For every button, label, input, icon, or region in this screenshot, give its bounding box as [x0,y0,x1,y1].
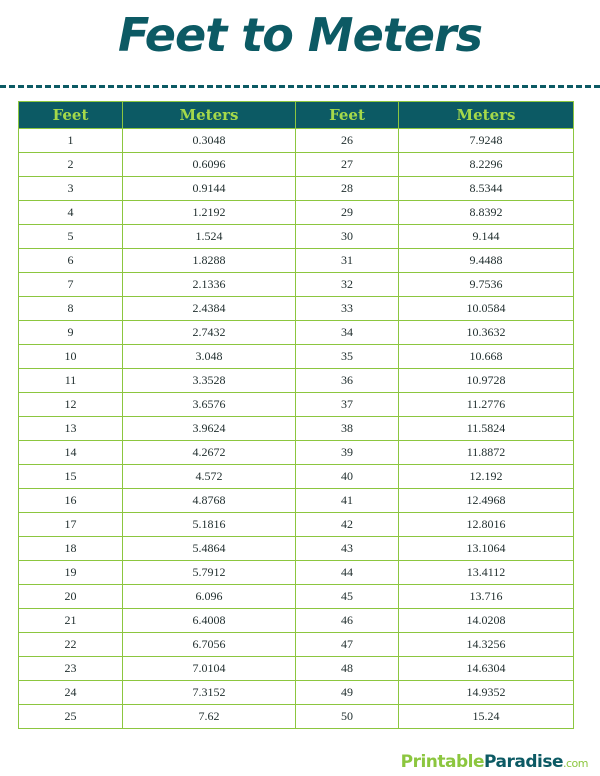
cell-meters-left: 0.3048 [123,129,296,153]
table-row [19,369,574,393]
cell-feet-right: 47 [296,633,399,657]
cell-feet-right: 38 [296,417,399,441]
cell-feet-left: 21 [19,609,123,633]
table-row [19,465,574,489]
cell-feet-left: 14 [19,441,123,465]
cell-meters-right: 11.8872 [399,441,574,465]
cell-meters-right: 9.144 [399,225,574,249]
cell-meters-left: 1.8288 [123,249,296,273]
table-row [19,225,574,249]
cell-meters-right: 11.2776 [399,393,574,417]
cell-feet-right: 29 [296,201,399,225]
cell-feet-left: 7 [19,273,123,297]
cell-feet-right: 39 [296,441,399,465]
header-meters-right: Meters [399,102,574,129]
cell-meters-left: 7.62 [123,705,296,729]
cell-meters-left: 4.2672 [123,441,296,465]
cell-meters-right: 14.9352 [399,681,574,705]
cell-meters-left: 6.4008 [123,609,296,633]
cell-meters-right: 7.9248 [399,129,574,153]
cell-feet-left: 15 [19,465,123,489]
table-row [19,489,574,513]
cell-feet-left: 8 [19,297,123,321]
table-row [19,129,574,153]
table-row [19,609,574,633]
cell-meters-left: 3.6576 [123,393,296,417]
brand-logo [401,752,588,772]
table-row [19,297,574,321]
cell-meters-right: 11.5824 [399,417,574,441]
cell-feet-left: 1 [19,129,123,153]
cell-meters-right: 10.668 [399,345,574,369]
cell-feet-left: 4 [19,201,123,225]
cell-meters-left: 7.3152 [123,681,296,705]
table-row [19,345,574,369]
table-row [19,273,574,297]
table-row [19,441,574,465]
cell-feet-left: 16 [19,489,123,513]
cell-feet-left: 20 [19,585,123,609]
cell-feet-left: 18 [19,537,123,561]
table-row [19,705,574,729]
cell-meters-right: 14.6304 [399,657,574,681]
cell-feet-right: 34 [296,321,399,345]
cell-meters-left: 2.7432 [123,321,296,345]
cell-meters-right: 12.4968 [399,489,574,513]
cell-meters-left: 1.2192 [123,201,296,225]
table-row [19,633,574,657]
table-row [19,537,574,561]
cell-feet-left: 3 [19,177,123,201]
cell-feet-right: 28 [296,177,399,201]
cell-meters-right: 15.24 [399,705,574,729]
cell-feet-left: 13 [19,417,123,441]
cell-feet-right: 46 [296,609,399,633]
cell-feet-right: 44 [296,561,399,585]
cell-feet-left: 17 [19,513,123,537]
cell-feet-left: 11 [19,369,123,393]
dashed-divider [0,85,600,88]
cell-meters-right: 8.5344 [399,177,574,201]
header-feet-left: Feet [19,102,123,129]
cell-feet-right: 50 [296,705,399,729]
cell-feet-right: 33 [296,297,399,321]
cell-meters-right: 13.716 [399,585,574,609]
cell-feet-right: 42 [296,513,399,537]
cell-feet-left: 25 [19,705,123,729]
table-row [19,153,574,177]
cell-feet-right: 36 [296,369,399,393]
table-row [19,393,574,417]
cell-meters-right: 12.8016 [399,513,574,537]
cell-feet-left: 9 [19,321,123,345]
table-row [19,513,574,537]
cell-meters-left: 3.3528 [123,369,296,393]
cell-meters-left: 5.4864 [123,537,296,561]
cell-feet-right: 30 [296,225,399,249]
cell-meters-left: 6.7056 [123,633,296,657]
cell-feet-left: 22 [19,633,123,657]
cell-feet-right: 43 [296,537,399,561]
cell-meters-left: 3.048 [123,345,296,369]
cell-feet-right: 27 [296,153,399,177]
cell-meters-left: 0.6096 [123,153,296,177]
cell-feet-right: 35 [296,345,399,369]
cell-meters-right: 12.192 [399,465,574,489]
cell-meters-left: 1.524 [123,225,296,249]
cell-meters-left: 2.4384 [123,297,296,321]
cell-meters-right: 14.3256 [399,633,574,657]
cell-meters-left: 5.1816 [123,513,296,537]
cell-meters-right: 9.7536 [399,273,574,297]
cell-meters-right: 14.0208 [399,609,574,633]
brand-part-paradise: Paradise [484,752,563,772]
table-row [19,561,574,585]
cell-feet-right: 37 [296,393,399,417]
cell-feet-right: 32 [296,273,399,297]
header-meters-left: Meters [123,102,296,129]
cell-meters-right: 8.8392 [399,201,574,225]
conversion-table [18,101,574,729]
cell-meters-left: 4.572 [123,465,296,489]
cell-feet-left: 10 [19,345,123,369]
cell-feet-right: 41 [296,489,399,513]
cell-feet-left: 23 [19,657,123,681]
cell-feet-left: 5 [19,225,123,249]
cell-meters-right: 10.9728 [399,369,574,393]
cell-feet-right: 31 [296,249,399,273]
cell-feet-left: 2 [19,153,123,177]
cell-feet-right: 26 [296,129,399,153]
cell-meters-left: 0.9144 [123,177,296,201]
brand-part-printable: Printable [400,752,485,772]
cell-feet-left: 24 [19,681,123,705]
cell-meters-left: 7.0104 [123,657,296,681]
table-row [19,201,574,225]
table-row [19,249,574,273]
table-row [19,585,574,609]
header-feet-right: Feet [296,102,399,129]
page-title: Feet to Meters [117,8,483,62]
cell-meters-right: 10.3632 [399,321,574,345]
cell-meters-left: 3.9624 [123,417,296,441]
cell-feet-right: 49 [296,681,399,705]
table-header-row [19,102,574,129]
cell-meters-right: 9.4488 [399,249,574,273]
cell-meters-right: 13.4112 [399,561,574,585]
table-row [19,177,574,201]
cell-meters-right: 8.2296 [399,153,574,177]
table-row [19,681,574,705]
cell-meters-right: 13.1064 [399,537,574,561]
cell-feet-right: 48 [296,657,399,681]
cell-meters-left: 2.1336 [123,273,296,297]
cell-meters-left: 4.8768 [123,489,296,513]
cell-feet-left: 6 [19,249,123,273]
cell-feet-left: 12 [19,393,123,417]
cell-meters-left: 6.096 [123,585,296,609]
table-row [19,657,574,681]
cell-meters-left: 5.7912 [123,561,296,585]
brand-part-domain: .com [563,757,588,770]
cell-feet-right: 45 [296,585,399,609]
cell-meters-right: 10.0584 [399,297,574,321]
cell-feet-right: 40 [296,465,399,489]
cell-feet-left: 19 [19,561,123,585]
table-row [19,417,574,441]
table-row [19,321,574,345]
